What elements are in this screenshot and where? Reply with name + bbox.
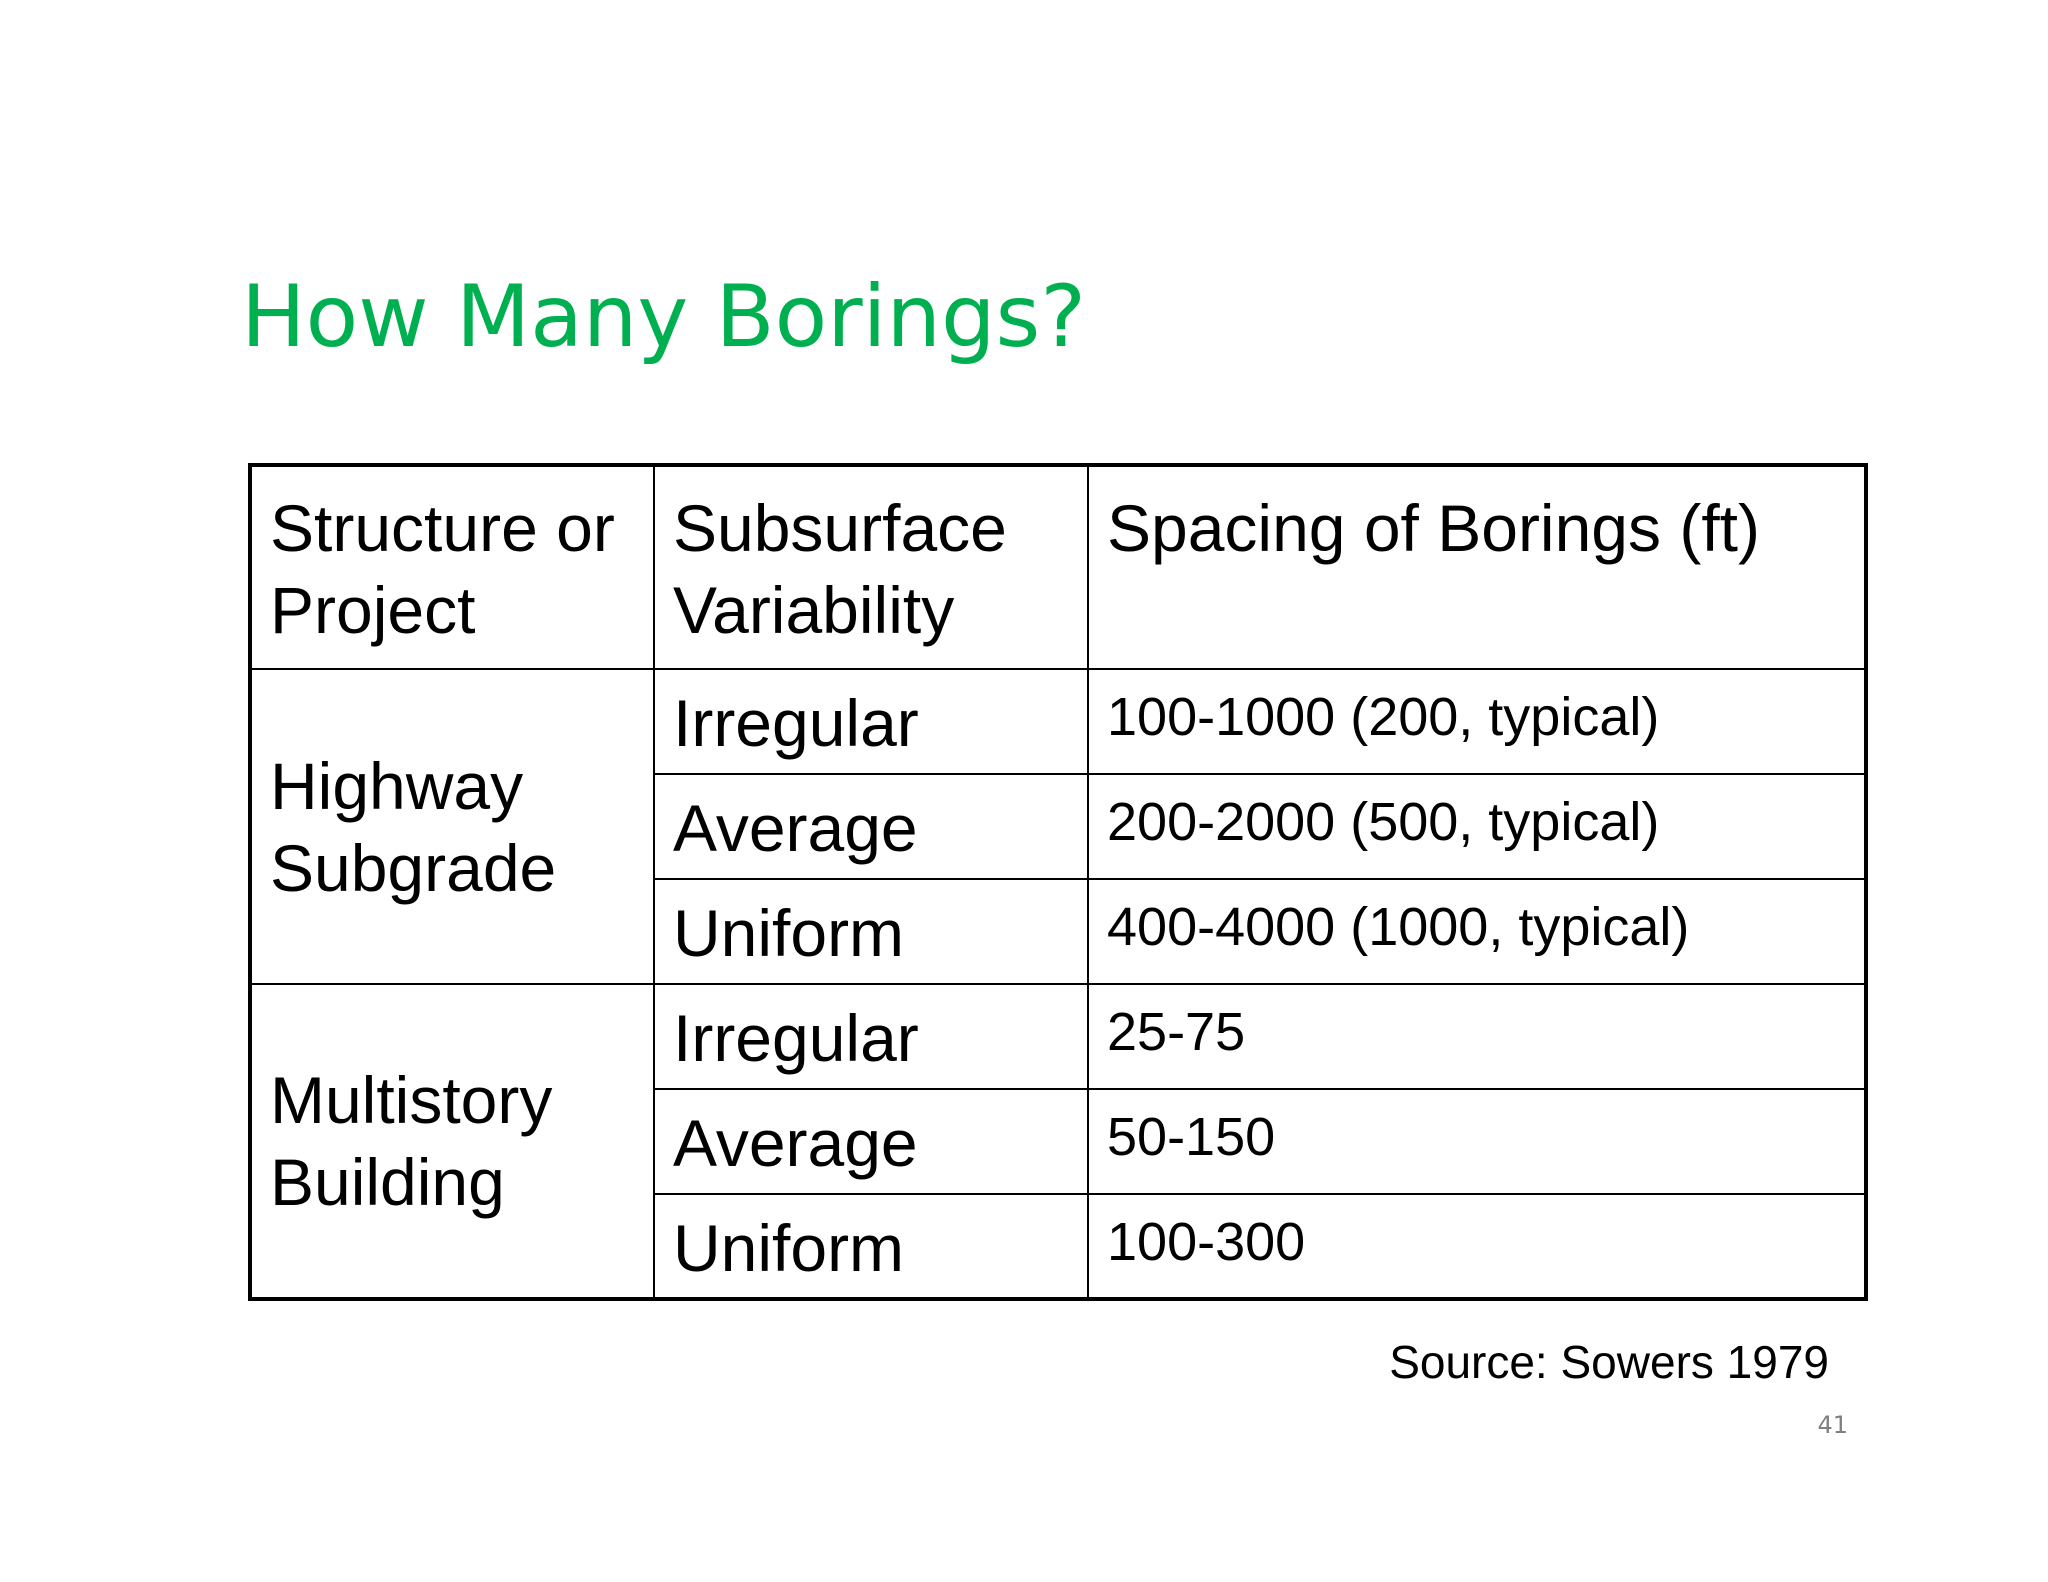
table-row [250, 669, 1866, 774]
spacing-cell: 25-75 [1088, 984, 1866, 1089]
spacing-cell: 50-150 [1088, 1089, 1866, 1194]
variability-cell: Average [654, 1089, 1088, 1194]
slide-title: How Many Borings? [241, 267, 1087, 367]
variability-cell: Irregular [654, 669, 1088, 774]
structure-cell-highway: Highway Subgrade [250, 669, 654, 984]
source-citation: Source: Sowers 1979 [1389, 1336, 1829, 1388]
spacing-cell: 200-2000 (500, typical) [1088, 774, 1866, 879]
variability-cell: Uniform [654, 1194, 1088, 1299]
variability-cell: Average [654, 774, 1088, 879]
variability-cell: Uniform [654, 879, 1088, 984]
page-number: 41 [1817, 1411, 1848, 1439]
spacing-cell: 400-4000 (1000, typical) [1088, 879, 1866, 984]
spacing-cell: 100-300 [1088, 1194, 1866, 1299]
table-header-row [250, 465, 1866, 669]
header-structure: Structure or Project [250, 465, 654, 669]
header-variability: Subsurface Variability [654, 465, 1088, 669]
boring-spacing-table [248, 463, 1868, 1301]
structure-cell-building: Multistory Building [250, 984, 654, 1299]
variability-cell: Irregular [654, 984, 1088, 1089]
header-spacing: Spacing of Borings (ft) [1088, 465, 1866, 669]
spacing-cell: 100-1000 (200, typical) [1088, 669, 1866, 774]
table-row [250, 984, 1866, 1089]
